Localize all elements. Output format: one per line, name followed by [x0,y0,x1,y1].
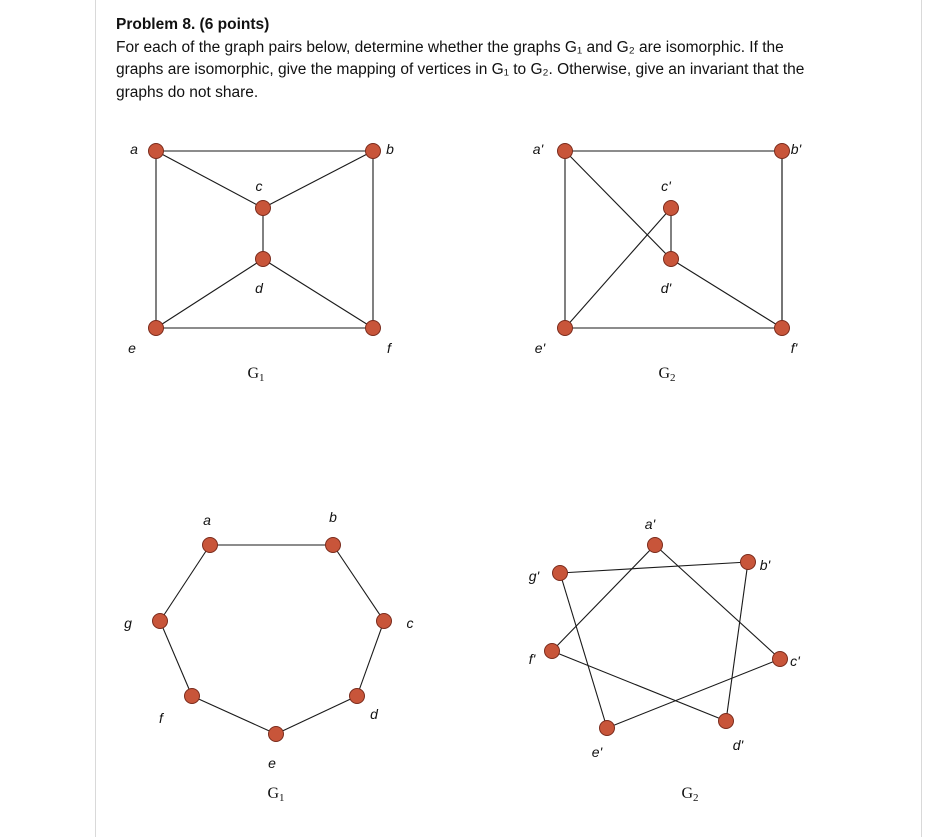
graph-title: G2 [658,365,676,384]
edge-cp-ep [565,208,671,328]
vertex-label-d: d [370,706,378,722]
vertex-fp [545,644,560,659]
vertex-a [149,144,164,159]
vertex-g [153,614,168,629]
pair1-g2 [533,141,803,384]
vertex-b [366,144,381,159]
vertex-ep [558,321,573,336]
edge-dp-fp [552,651,726,721]
vertex-label-a: a [203,512,211,528]
vertex-ap [648,538,663,553]
vertex-label-ap: a' [644,516,656,532]
edge-dp-fp [671,259,782,328]
edge-ap-dp [565,151,671,259]
edge-b-c [263,151,373,208]
vertex-d [256,252,271,267]
vertex-label-b: b [386,141,394,157]
vertex-b [326,538,341,553]
edge-f-g [160,621,192,696]
vertex-c [256,201,271,216]
edge-ep-gp [560,573,607,728]
edge-d-e [276,696,357,734]
vertex-label-e: e [268,755,276,771]
edge-cp-ep [607,659,780,728]
vertex-label-gp: g' [528,568,540,584]
edge-g-a [160,545,210,621]
vertex-label-a: a [130,141,138,157]
vertex-a [203,538,218,553]
edge-b-c [333,545,384,621]
vertex-label-cp: c' [790,653,800,669]
vertex-label-f: f [159,710,163,726]
vertex-ep [600,721,615,736]
vertex-label-g: g [124,615,132,631]
edge-d-e [156,259,263,328]
problem-text: For each of the graph pairs below, determine whether the graphs G₁ and G₂ are isomorphic. If the graphs are isomorphic, give the mapping of vertices in G₁ to G₂. Otherwise, give an invariant that the graphs do not share. [116,38,805,101]
vertex-gp [553,566,568,581]
vertex-label-ep: e' [534,340,546,356]
vertex-d [350,689,365,704]
vertex-bp [775,144,790,159]
graph-title: G1 [267,785,285,804]
edge-e-f [192,696,276,734]
vertex-label-bp: b' [790,141,802,157]
vertex-label-e: e [128,340,136,356]
vertex-e [269,727,284,742]
vertex-c [377,614,392,629]
vertex-label-d: d [255,280,263,296]
vertex-e [149,321,164,336]
vertex-dp [719,714,734,729]
vertex-f [185,689,200,704]
vertex-f [366,321,381,336]
vertex-label-cp: c' [661,178,671,194]
pair2-g2 [529,516,801,804]
problem-title: Problem 8. (6 points) [116,16,270,33]
vertex-label-c: c [255,178,263,194]
graph-title: G1 [247,365,265,384]
edge-c-d [357,621,384,696]
vertex-label-bp: b' [759,557,771,573]
vertex-ap [558,144,573,159]
vertex-bp [741,555,756,570]
vertex-label-c: c [406,615,414,631]
vertex-label-dp: d' [732,737,744,753]
edge-d-f [263,259,373,328]
edge-gp-bp [560,562,748,573]
vertex-dp [664,252,679,267]
vertex-label-b: b [329,509,337,525]
vertex-cp [664,201,679,216]
edge-a-c [156,151,263,208]
vertex-label-dp: d' [660,280,672,296]
vertex-cp [773,652,788,667]
graph-title: G2 [681,785,699,804]
edge-bp-dp [726,562,748,721]
vertex-fp [775,321,790,336]
vertex-label-ep: e' [591,744,603,760]
pair2-g1 [124,509,413,804]
vertex-label-ap: a' [532,141,544,157]
vertex-label-fp: f' [528,651,536,667]
vertex-label-fp: f' [790,340,798,356]
pair1-g1 [128,141,394,384]
vertex-label-f: f [387,340,391,356]
